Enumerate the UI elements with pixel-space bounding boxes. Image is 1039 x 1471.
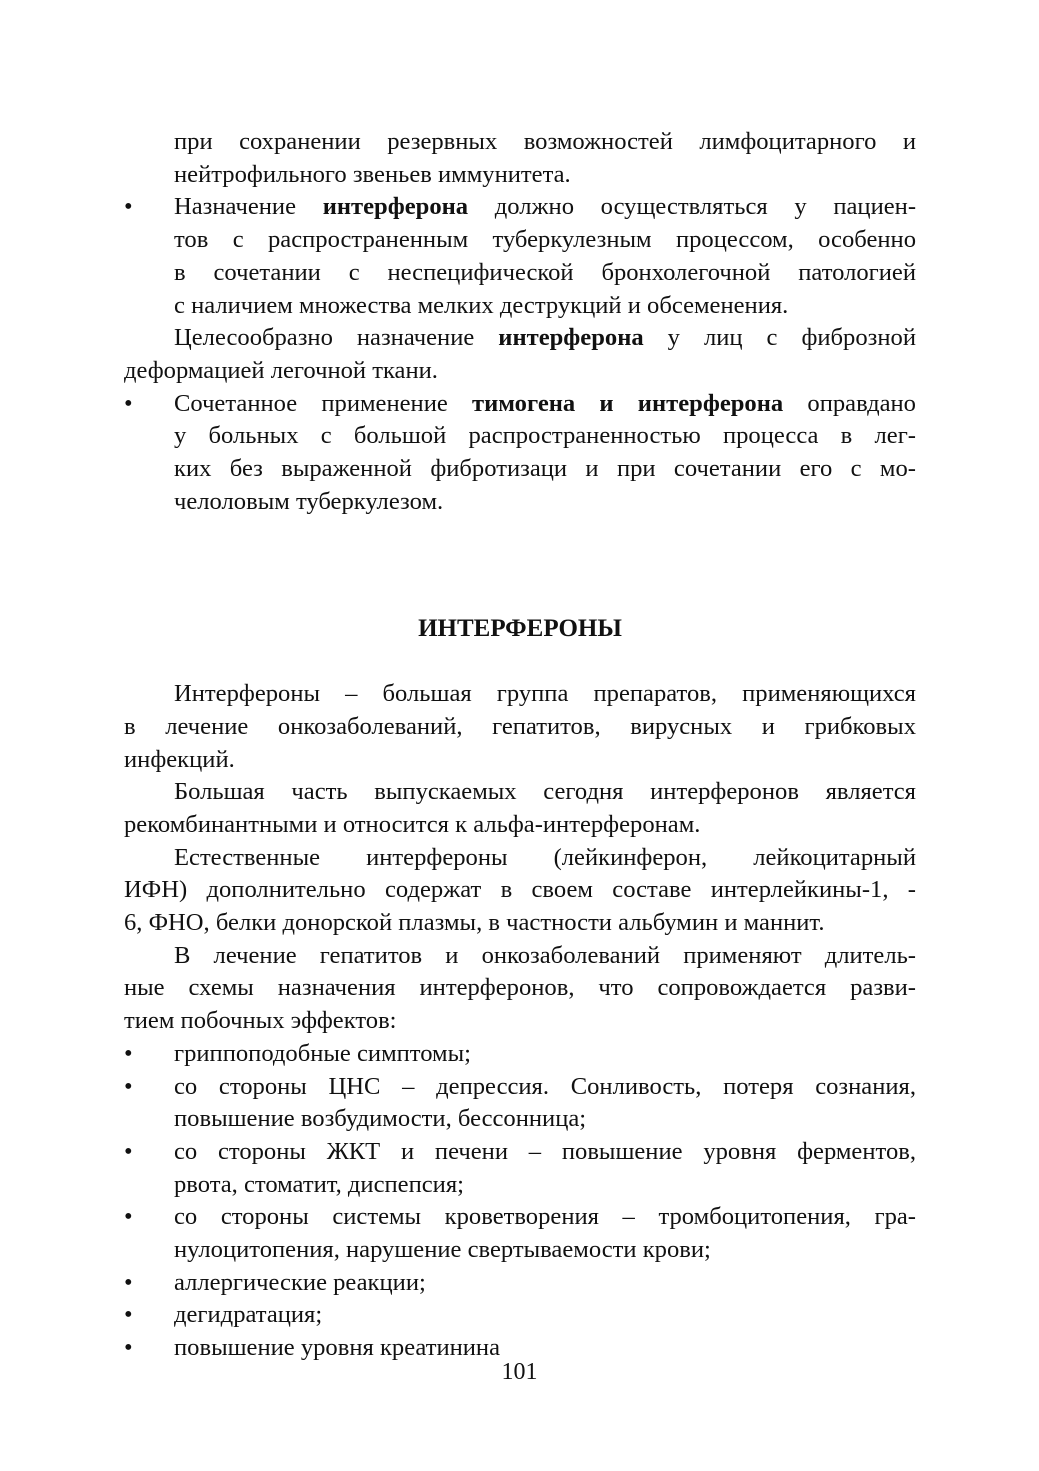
list-item-line: рвота, стоматит, диспепсия;: [174, 1170, 464, 1198]
paragraph-line: Интерфероны – большая группа препаратов, применяющихся: [174, 680, 916, 708]
paragraph-line: ИФН) дополнительно содержат в своем составе интерлейкины-1, -: [124, 876, 916, 904]
list-item: [124, 1201, 916, 1266]
list-item-line: со стороны ЖКТ и печени – повышение уровня ферментов,: [174, 1137, 916, 1165]
bullet-line: челоловым туберкулезом.: [174, 487, 444, 515]
bullet-marker: •: [124, 1203, 133, 1231]
side-effects-list: [124, 1038, 916, 1365]
bullet-line: у больных с большой распространенностью процесса в лег-: [174, 422, 916, 450]
list-item: [124, 1267, 916, 1300]
heading-spacer: [124, 646, 916, 678]
paragraph: [124, 776, 916, 841]
bullet-marker: •: [124, 1301, 133, 1329]
paragraph: [124, 842, 916, 940]
paragraph-line: В лечение гепатитов и онкозаболеваний применяют длитель-: [174, 941, 916, 969]
list-item-line: гриппоподобные симптомы;: [174, 1039, 471, 1067]
paragraph-line: ные схемы назначения интерферонов, что сопровождается разви-: [124, 974, 916, 1002]
bullet-marker: •: [124, 1137, 133, 1165]
section-spacer: [124, 518, 916, 613]
paragraph: [124, 940, 916, 1038]
bullet-item-interferon: [124, 191, 916, 322]
list-item-line: со стороны системы кроветворения – тромбоцитопения, гра-: [174, 1203, 916, 1231]
bullet-marker: •: [124, 1268, 133, 1296]
list-item: [124, 1038, 916, 1071]
list-item-line: повышение уровня креатинина: [174, 1334, 501, 1362]
paragraph: [124, 678, 916, 776]
bullet-marker: •: [124, 1072, 133, 1100]
bullet-line: тов с распространенным туберкулезным процессом, особенно: [174, 226, 916, 254]
paragraph-line: Целесообразно назначение интерферона у лиц с фиброзной: [174, 324, 916, 352]
list-item: [124, 1299, 916, 1332]
paragraph-line: инфекций.: [124, 745, 235, 773]
list-item-line: нулоцитопения, нарушение свертываемости крови;: [174, 1236, 711, 1264]
continuation-line: нейтрофильного звеньев иммунитета.: [174, 160, 571, 188]
bullet-marker: •: [124, 193, 133, 221]
bullet-line: Сочетанное применение тимогена и интерферона оправдано: [174, 389, 916, 417]
paragraph-line: 6, ФНО, белки донорской плазмы, в частности альбумин и маннит.: [124, 909, 825, 937]
section-heading: ИНТЕРФЕРОНЫ: [418, 615, 622, 643]
paragraph-line: рекомбинантными и относится к альфа-интерферонам.: [124, 810, 701, 838]
bullet-item-combination: [124, 388, 916, 519]
bullet-line: с наличием множества мелких деструкций и обсеменения.: [174, 291, 789, 319]
bullet-marker: •: [124, 389, 133, 417]
paragraph-line: в лечение онкозаболеваний, гепатитов, вирусных и грибковых: [124, 712, 916, 740]
list-item: [124, 1071, 916, 1136]
bullet-line: Назначение интерферона должно осуществляться у пациен-: [174, 193, 917, 221]
bullet-marker: •: [124, 1039, 133, 1067]
paragraph-line: Естественные интерфероны (лейкинферон, лейкоцитарный: [174, 843, 916, 871]
page-content: [124, 126, 916, 1365]
continuation-line: при сохранении резервных возможностей лимфоцитарного и: [174, 128, 916, 155]
list-item: [124, 1136, 916, 1201]
list-item-line: дегидратация;: [174, 1301, 323, 1329]
list-item-line: повышение возбудимости, бессонница;: [174, 1105, 587, 1133]
bullet-line: в сочетании с неспецифической бронхолегочной патологией: [174, 258, 916, 286]
bullet-line: ких без выраженной фибротизаци и при сочетании его с мо-: [174, 455, 916, 483]
page-number: 101: [501, 1359, 538, 1385]
paragraph-line: тием побочных эффектов:: [124, 1007, 397, 1035]
paragraph-fibrosis: [124, 322, 916, 387]
list-item-line: аллергические реакции;: [174, 1268, 426, 1296]
paragraph-line: деформацией легочной ткани.: [124, 356, 438, 384]
bullet-marker: •: [124, 1334, 133, 1362]
list-item-line: со стороны ЦНС – депрессия. Сонливость, потеря сознания,: [174, 1072, 916, 1100]
paragraph-line: Большая часть выпускаемых сегодня интерферонов является: [174, 778, 916, 806]
